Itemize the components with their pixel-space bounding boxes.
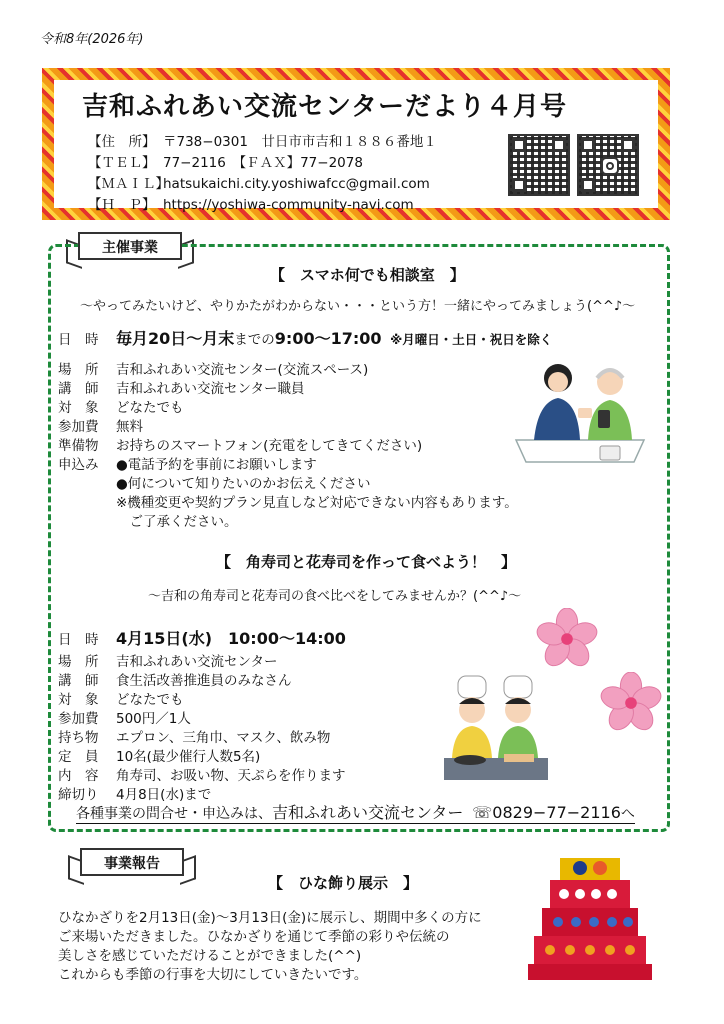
tel-value: 77−2116 【ＦＡＸ】77−2078 xyxy=(163,155,363,171)
row-value: エプロン、三角巾、マスク、飲み物 xyxy=(116,730,331,746)
row-value: 4月8日(水)まで xyxy=(116,787,212,803)
event1-extra-line: ご了承ください。 xyxy=(116,514,238,530)
event1-date-mid: までの xyxy=(234,332,275,348)
hosted-events-ribbon: 主催事業 xyxy=(78,232,182,260)
contact-suffix: へ xyxy=(620,806,635,822)
event1-row xyxy=(58,396,184,416)
report-line: ひなかざりを2月13日(金)〜3月13日(金)に展示し、期間中多くの方に xyxy=(58,910,482,926)
row-key: 場 所 xyxy=(58,654,99,670)
event2-date-key: 日 時 xyxy=(58,632,99,648)
hp-row xyxy=(88,193,414,213)
hp-link[interactable]: https://yoshiwa-community-navi.com xyxy=(163,197,414,213)
event1-row xyxy=(58,434,422,454)
row-value: 500円／1人 xyxy=(116,711,191,727)
row-value: どなたでも xyxy=(116,400,184,416)
event1-row xyxy=(58,453,317,473)
era-label: 令和8年(2026年) xyxy=(40,32,144,47)
address-value: 〒738−0301 廿日市市吉和１８８６番地１ xyxy=(163,134,437,150)
row-key: 申込み xyxy=(58,457,99,473)
row-value: どなたでも xyxy=(116,692,184,708)
hp-key: 【Ｈ Ｐ】 xyxy=(88,197,156,213)
row-key: 対 象 xyxy=(58,692,99,708)
event2-row xyxy=(58,650,277,670)
address-key: 【住 所】 xyxy=(88,134,156,150)
qr-code-website[interactable] xyxy=(508,134,570,196)
row-key: 準備物 xyxy=(58,438,99,454)
qr-code-instagram[interactable] xyxy=(577,134,639,196)
row-key: 講 師 xyxy=(58,381,99,397)
event1-date-note: ※月曜日・土日・祝日を除く xyxy=(390,332,553,347)
event1-row xyxy=(58,358,368,378)
event1-date-main: 毎月20日〜月末 xyxy=(116,329,235,348)
cooking-illustration xyxy=(440,674,552,784)
contact-phone[interactable]: ☏0829−77−2116 xyxy=(472,803,621,822)
row-key: 持ち物 xyxy=(58,730,99,746)
row-value: ●電話予約を事前にお願いします xyxy=(116,457,317,473)
row-key: 定 員 xyxy=(58,749,99,765)
event1-extra-line: ※機種変更や契約プラン見直しなど対応できない内容もあります。 xyxy=(116,495,518,511)
event2-row xyxy=(58,726,330,746)
event1-row xyxy=(58,415,143,435)
smartphone-consultation-illustration xyxy=(512,352,648,464)
row-key: 対 象 xyxy=(58,400,99,416)
event2-date-row xyxy=(58,626,346,649)
row-value: 食生活改善推進員のみなさん xyxy=(116,673,292,689)
row-value: お持ちのスマートフォン(充電をしてきてください) xyxy=(116,438,423,454)
event1-row xyxy=(58,377,304,397)
event2-row xyxy=(58,688,184,708)
event1-date-row xyxy=(58,326,552,349)
row-value: 無料 xyxy=(116,419,143,435)
contact-line xyxy=(76,800,635,824)
report-line: 美しさを感じていただけることができました(^^) xyxy=(58,948,362,964)
event1-title: 【 スマホ何でも相談室 】 xyxy=(270,266,465,284)
contact-prefix: 各種事業の問合せ・申込みは、 xyxy=(76,806,272,822)
mail-key: 【ＭＡＩＬ】 xyxy=(88,176,169,192)
mail-value[interactable]: hatsukaichi.city.yoshiwafcc@gmail.com xyxy=(163,176,430,192)
cherry-blossom-icon xyxy=(600,672,662,734)
tel-key: 【ＴＥＬ】 xyxy=(88,155,156,171)
instagram-icon xyxy=(601,157,619,175)
contact-place: 吉和ふれあい交流センター xyxy=(272,803,464,822)
report-title: 【 ひな飾り展示 】 xyxy=(268,874,419,892)
row-value: 角寿司、お吸い物、天ぷらを作ります xyxy=(116,768,346,784)
event2-subtitle: 〜吉和の角寿司と花寿司の食べ比べをしてみませんか？(^^♪〜 xyxy=(148,589,522,604)
newsletter-title: 吉和ふれあい交流センターだより４月号 xyxy=(82,92,567,122)
row-key: 参加費 xyxy=(58,419,99,435)
cherry-blossom-icon xyxy=(536,608,598,670)
event1-date-time: 9:00〜17:00 xyxy=(274,329,382,348)
hina-doll-display-illustration xyxy=(524,852,656,982)
event1-subtitle: 〜やってみたいけど、やりかたがわからない・・・という方！一緒にやってみましょう(^^♪〜 xyxy=(80,299,636,314)
row-key: 締切り xyxy=(58,787,99,803)
event2-title: 【 角寿司と花寿司を作って食べよう！ 】 xyxy=(216,553,517,571)
address-row xyxy=(88,130,437,150)
row-value: 10名(最少催行人数5名) xyxy=(116,749,261,765)
row-key: 講 師 xyxy=(58,673,99,689)
event2-row xyxy=(58,745,260,765)
row-value: 吉和ふれあい交流センター xyxy=(116,654,278,670)
report-line: これからも季節の行事を大切にしていきたいです。 xyxy=(58,967,368,983)
report-ribbon: 事業報告 xyxy=(80,848,184,876)
report-line: ご来場いただきました。ひなかざりを通じて季節の彩りや伝統の xyxy=(58,929,450,945)
row-value: 吉和ふれあい交流センター(交流スペース) xyxy=(116,362,369,378)
event2-row xyxy=(58,707,191,727)
event2-date-main: 4月15日(水) 10:00〜14:00 xyxy=(116,629,346,648)
row-key: 場 所 xyxy=(58,362,99,378)
row-key: 内 容 xyxy=(58,768,99,784)
row-key: 参加費 xyxy=(58,711,99,727)
mail-row xyxy=(88,172,430,192)
event2-row xyxy=(58,764,346,784)
row-value: 吉和ふれあい交流センター職員 xyxy=(116,381,305,397)
event1-extra-line: ●何について知りたいのかお伝えください xyxy=(116,476,371,492)
tel-row xyxy=(88,151,363,171)
event1-date-key: 日 時 xyxy=(58,332,99,348)
event2-row xyxy=(58,669,292,689)
